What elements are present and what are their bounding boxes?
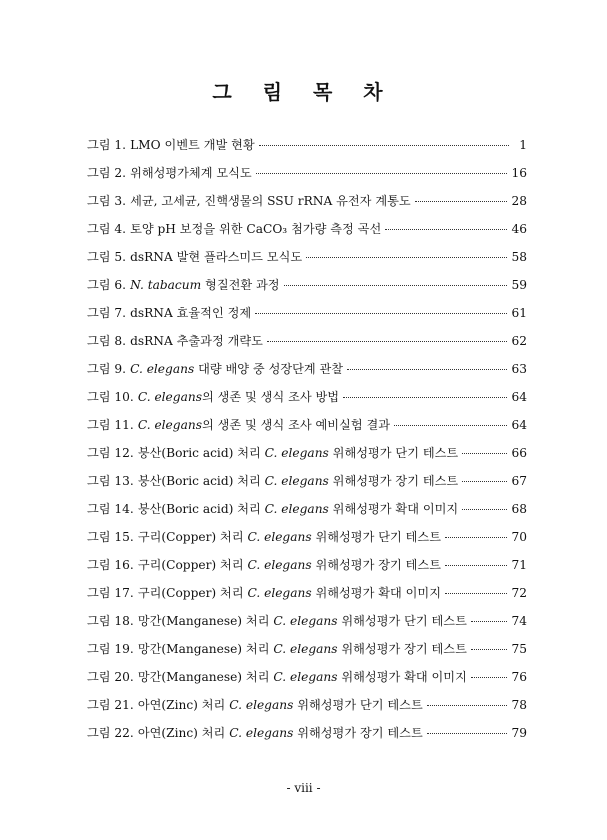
toc-entry[interactable]: [87, 276, 527, 304]
entry-text: dsRNA 발현 플라스미드 모식도: [130, 250, 303, 264]
page-ref: 79: [511, 726, 527, 740]
toc-entry[interactable]: [87, 640, 527, 668]
dot-leader: [256, 173, 508, 174]
entry-text: LMO 이벤트 개발 현황: [130, 138, 255, 152]
dot-leader: [267, 341, 508, 342]
dot-leader: [255, 313, 507, 314]
toc-entry[interactable]: [87, 444, 527, 472]
species-name: C. elegans: [247, 558, 312, 572]
species-name: C. elegans: [137, 390, 202, 404]
toc-entry[interactable]: [87, 360, 527, 388]
figure-number: 그림 15.: [87, 530, 134, 544]
entry-text: 아연(Zinc) 처리: [137, 698, 230, 712]
entry-title: [87, 528, 441, 545]
entry-title: [87, 668, 467, 685]
dot-leader: [471, 677, 508, 678]
entry-text: 망간(Manganese) 처리: [137, 670, 274, 684]
toc-entry[interactable]: [87, 612, 527, 640]
page-ref: 68: [511, 502, 527, 516]
page-ref: 61: [511, 306, 527, 320]
page-ref: 72: [511, 586, 527, 600]
entry-title: [87, 500, 458, 517]
toc-entry[interactable]: [87, 724, 527, 752]
entry-title: [87, 276, 280, 293]
dot-leader: [462, 509, 507, 510]
figure-list: [87, 136, 527, 752]
dot-leader: [306, 257, 507, 258]
dot-leader: [462, 453, 507, 454]
dot-leader: [445, 537, 508, 538]
figure-number: 그림 22.: [87, 726, 134, 740]
toc-entry[interactable]: [87, 472, 527, 500]
page-ref: 28: [511, 194, 527, 208]
page-ref: 76: [511, 670, 527, 684]
dot-leader: [471, 621, 508, 622]
page-ref: 64: [511, 390, 527, 404]
species-name: C. elegans: [247, 530, 312, 544]
species-name: C. elegans: [273, 642, 338, 656]
toc-entry[interactable]: [87, 668, 527, 696]
figure-number: 그림 9.: [87, 362, 127, 376]
species-name: C. elegans: [247, 586, 312, 600]
species-name: C. elegans: [264, 502, 329, 516]
entry-text: 위해성평가체계 모식도: [130, 166, 252, 180]
species-name: C. elegans: [130, 362, 195, 376]
page-ref: 74: [511, 614, 527, 628]
species-name: C. elegans: [264, 474, 329, 488]
entry-text: dsRNA 추출과정 개략도: [130, 334, 263, 348]
dot-leader: [427, 733, 508, 734]
species-name: C. elegans: [229, 698, 294, 712]
entry-title: [87, 472, 458, 489]
dot-leader: [347, 369, 507, 370]
figure-number: 그림 7.: [87, 306, 127, 320]
entry-text: 구리(Copper) 처리: [137, 586, 248, 600]
toc-entry[interactable]: [87, 500, 527, 528]
dot-leader: [284, 285, 508, 286]
page-ref: 78: [511, 698, 527, 712]
figure-number: 그림 12.: [87, 446, 134, 460]
dot-leader: [415, 201, 508, 202]
entry-text: 구리(Copper) 처리: [137, 558, 248, 572]
entry-title: [87, 332, 263, 349]
entry-text: 붕산(Boric acid) 처리: [137, 474, 265, 488]
toc-entry[interactable]: [87, 192, 527, 220]
dot-leader: [445, 593, 508, 594]
page-ref: 67: [511, 474, 527, 488]
page-ref: 70: [511, 530, 527, 544]
figure-number: 그림 1.: [87, 138, 127, 152]
entry-text: 의 생존 및 생식 조사 방법: [201, 390, 340, 404]
entry-text: 위해성평가 확대 이미지: [311, 586, 441, 600]
toc-entry[interactable]: [87, 220, 527, 248]
figure-number: 그림 11.: [87, 418, 134, 432]
toc-entry[interactable]: [87, 416, 527, 444]
page-ref: 59: [511, 278, 527, 292]
entry-text: 망간(Manganese) 처리: [137, 614, 274, 628]
toc-entry[interactable]: [87, 584, 527, 612]
page-number: - viii -: [286, 781, 321, 795]
species-name: C. elegans: [229, 726, 294, 740]
page-ref: 64: [511, 418, 527, 432]
dot-leader: [445, 565, 508, 566]
page-ref: 1: [519, 138, 527, 152]
figure-number: 그림 19.: [87, 642, 134, 656]
entry-text: 위해성평가 장기 테스트: [337, 642, 467, 656]
page-ref: 46: [511, 222, 527, 236]
page-ref: 62: [511, 334, 527, 348]
entry-text: 대량 배양 중 성장단계 관찰: [194, 362, 344, 376]
page-ref: 16: [511, 166, 527, 180]
entry-text: 붕산(Boric acid) 처리: [137, 502, 265, 516]
dot-leader: [394, 425, 507, 426]
entry-title: [87, 640, 467, 657]
figure-number: 그림 17.: [87, 586, 134, 600]
entry-title: [87, 696, 423, 713]
figure-number: 그림 21.: [87, 698, 134, 712]
entry-text: 아연(Zinc) 처리: [137, 726, 230, 740]
dot-leader: [462, 481, 507, 482]
entry-title: [87, 136, 255, 153]
entry-text: 망간(Manganese) 처리: [137, 642, 274, 656]
figure-number: 그림 4.: [87, 222, 127, 236]
figure-number: 그림 16.: [87, 558, 134, 572]
page-ref: 75: [511, 642, 527, 656]
toc-entry[interactable]: [87, 304, 527, 332]
page-ref: 63: [511, 362, 527, 376]
page-title: 그 림 목 차: [212, 80, 395, 104]
entry-title: [87, 360, 343, 377]
entry-title: [87, 220, 381, 237]
toc-entry[interactable]: [87, 388, 527, 416]
entry-text: 구리(Copper) 처리: [137, 530, 248, 544]
entry-title: [87, 612, 467, 629]
entry-text: 위해성평가 단기 테스트: [328, 446, 459, 460]
entry-title: [87, 416, 390, 433]
entry-title: [87, 164, 252, 181]
entry-title: [87, 248, 302, 265]
toc-entry[interactable]: [87, 696, 527, 724]
figure-number: 그림 6.: [87, 278, 127, 292]
entry-title: [87, 192, 411, 209]
dot-leader: [259, 145, 509, 146]
entry-text: 위해성평가 단기 테스트: [293, 698, 423, 712]
entry-text: 위해성평가 장기 테스트: [293, 726, 423, 740]
figure-number: 그림 14.: [87, 502, 134, 516]
species-name: N. tabacum: [130, 278, 202, 292]
toc-entry[interactable]: [87, 164, 527, 192]
entry-text: 형질전환 과정: [201, 278, 280, 292]
entry-title: [87, 444, 458, 461]
figure-number: 그림 20.: [87, 670, 134, 684]
species-name: C. elegans: [273, 670, 338, 684]
figure-number: 그림 10.: [87, 390, 134, 404]
entry-text: 위해성평가 단기 테스트: [337, 614, 467, 628]
toc-entry[interactable]: [87, 248, 527, 276]
figure-number: 그림 2.: [87, 166, 127, 180]
entry-title: [87, 584, 441, 601]
dot-leader: [385, 229, 507, 230]
entry-title: [87, 388, 339, 405]
figure-number: 그림 8.: [87, 334, 127, 348]
entry-text: 토양 pH 보정을 위한 CaCO₃ 첨가량 측정 곡선: [130, 222, 382, 236]
toc-entry[interactable]: [87, 136, 527, 164]
entry-text: 위해성평가 확대 이미지: [328, 502, 459, 516]
figure-number: 그림 13.: [87, 474, 134, 488]
dot-leader: [343, 397, 507, 398]
entry-title: [87, 304, 251, 321]
entry-text: 위해성평가 장기 테스트: [311, 558, 441, 572]
species-name: C. elegans: [264, 446, 329, 460]
page-ref: 66: [511, 446, 527, 460]
figure-number: 그림 5.: [87, 250, 127, 264]
entry-title: [87, 724, 423, 741]
entry-text: 세균, 고세균, 진핵생물의 SSU rRNA 유전자 계통도: [130, 194, 411, 208]
species-name: C. elegans: [273, 614, 338, 628]
page-ref: 71: [511, 558, 527, 572]
dot-leader: [471, 649, 508, 650]
entry-text: 위해성평가 단기 테스트: [311, 530, 441, 544]
dot-leader: [427, 705, 508, 706]
entry-title: [87, 556, 441, 573]
toc-entry[interactable]: [87, 556, 527, 584]
entry-text: 위해성평가 장기 테스트: [328, 474, 459, 488]
species-name: C. elegans: [137, 418, 202, 432]
entry-text: 의 생존 및 생식 조사 예비실험 결과: [201, 418, 391, 432]
toc-entry[interactable]: [87, 528, 527, 556]
entry-text: 붕산(Boric acid) 처리: [137, 446, 265, 460]
entry-text: 위해성평가 확대 이미지: [337, 670, 467, 684]
toc-entry[interactable]: [87, 332, 527, 360]
page-ref: 58: [511, 250, 527, 264]
entry-text: dsRNA 효율적인 정제: [130, 306, 252, 320]
figure-number: 그림 18.: [87, 614, 134, 628]
figure-number: 그림 3.: [87, 194, 127, 208]
